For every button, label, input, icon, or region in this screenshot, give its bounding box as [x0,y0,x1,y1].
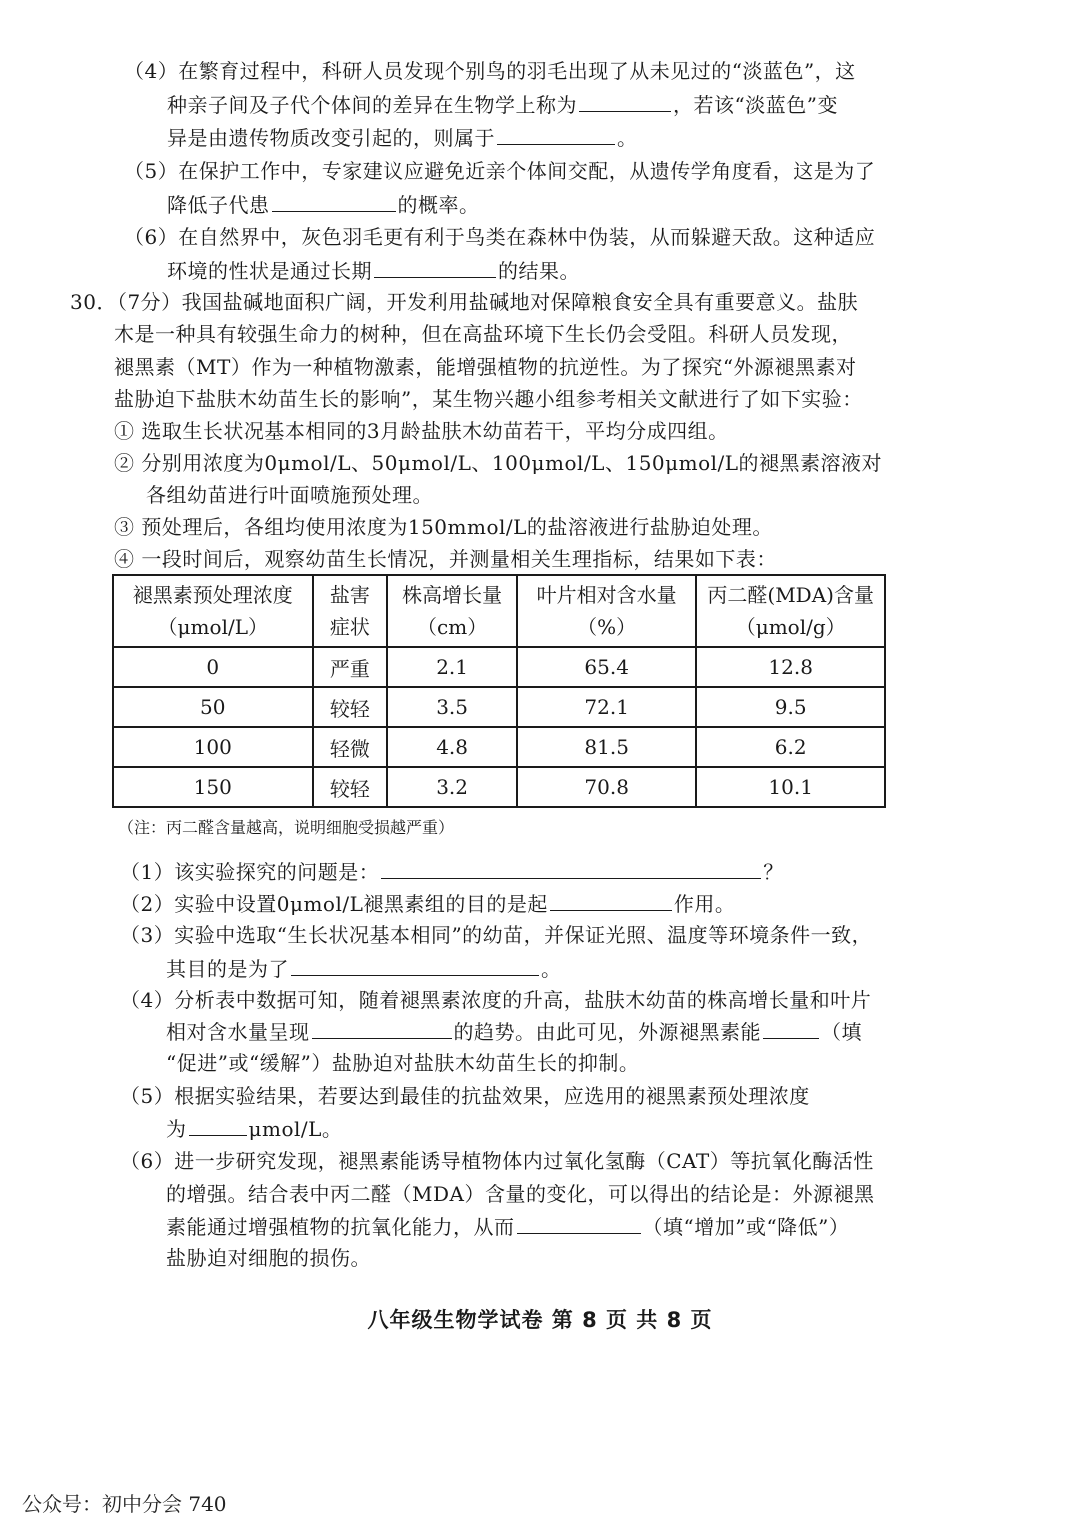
q30-step2-line2: 各组幼苗进行叶面喷施预处理。 [146,483,433,507]
table-cell: 轻微 [313,727,388,767]
q30-sub6-line4: 盐胁迫对细胞的损伤。 [166,1246,371,1270]
q30-intro-line2: 木是一种具有较强生命力的树种，但在高盐环境下生长仍会受阻。科研人员发现， [114,322,852,346]
q30-sub6-line3: 素能通过增强植物的抗氧化能力，从而 （填“增加”或“降低”） [166,1211,849,1242]
q30-step1: ① 选取生长状况基本相同的3月龄盐肤木幼苗若干，平均分成四组。 [114,419,729,443]
q30-sub5-line1: （5）根据实验结果，若要达到最佳的抗盐效果，应选用的褪黑素预处理浓度 [120,1084,810,1108]
table-row [113,687,885,727]
header-salt-symptom: 盐害 症状 [313,575,388,647]
page-footer: 八年级生物学试卷 第 8 页 共 8 页 [367,1308,713,1332]
header-height-growth: 株高增长量 （cm） [387,575,517,647]
answer-blank[interactable] [579,89,671,112]
table-row [113,727,885,767]
q30-intro-line4: 盐胁迫下盐肤木幼苗生长的影响”，某生物兴趣小组参考相关文献进行了如下实验： [114,387,863,411]
table-cell: 50 [113,687,313,727]
table-cell: 100 [113,727,313,767]
table-cell: 12.8 [696,647,885,687]
q30-sub6-line1: （6）进一步研究发现，褪黑素能诱导植物体内过氧化氢酶（CAT）等抗氧化酶活性 [120,1149,874,1173]
q29-part6-line2: 环境的性状是通过长期 的结果。 [167,255,580,286]
q30-step3: ③ 预处理后，各组均使用浓度为150mmol/L的盐溶液进行盐胁迫处理。 [114,515,773,539]
answer-blank[interactable] [517,1211,641,1234]
header-leaf-water: 叶片相对含水量 （%） [517,575,696,647]
answer-blank[interactable] [374,255,496,278]
table-cell: 72.1 [517,687,696,727]
answer-blank[interactable] [550,888,672,911]
answer-blank[interactable] [272,189,396,212]
q30-sub4-line2: 相对含水量呈现 的趋势。由此可见，外源褪黑素能 （填 [166,1016,862,1047]
table-note: （注：丙二醛含量越高，说明细胞受损越严重） [118,818,455,837]
answer-blank[interactable] [497,122,615,145]
q29-part4-line1: （4）在繁育过程中，科研人员发现个别鸟的羽毛出现了从未见过的“淡蓝色”，这 [124,59,856,83]
q29-part5-line2: 降低子代患 的概率。 [167,189,480,220]
results-table [112,574,886,808]
q29-part4-line3: 异是由遗传物质改变引起的，则属于 。 [167,122,638,153]
q30-intro-line3: 褪黑素（MT）作为一种植物激素，能增强植物的抗逆性。为了探究“外源褪黑素对 [114,355,857,379]
q30-sub3-line2: 其目的是为了 。 [166,953,562,984]
header-mda: 丙二醛(MDA)含量 （μmol/g） [696,575,885,647]
table-cell: 81.5 [517,727,696,767]
table-cell: 65.4 [517,647,696,687]
q30-sub4-line1: （4）分析表中数据可知，随着褪黑素浓度的升高，盐肤木幼苗的株高增长量和叶片 [120,988,872,1012]
answer-blank[interactable] [763,1016,819,1039]
table-cell: 3.5 [387,687,517,727]
table-cell: 150 [113,767,313,807]
table-cell: 4.8 [387,727,517,767]
watermark-text: 公众号：初中分会 740 [22,1492,227,1516]
header-mt-concentration: 褪黑素预处理浓度 （μmol/L） [113,575,313,647]
table-row [113,647,885,687]
q30-sub6-line2: 的增强。结合表中丙二醛（MDA）含量的变化，可以得出的结论是：外源褪黑 [166,1182,875,1206]
q30-sub1: （1）该实验探究的问题是： ？ [120,856,784,887]
q30-step2-line1: ② 分别用浓度为0μmol/L、50μmol/L、100μmol/L、150μmol/L的褪黑素溶液对 [114,451,883,475]
q29-part6-line1: （6）在自然界中，灰色羽毛更有利于鸟类在森林中伪装，从而躲避天敌。这种适应 [124,225,876,249]
q30-sub3-line1: （3）实验中选取“生长状况基本相同”的幼苗，并保证光照、温度等环境条件一致， [120,923,873,947]
table-header-row [113,575,885,647]
q30-sub5-line2: 为 μmol/L。 [166,1113,342,1144]
table-cell: 9.5 [696,687,885,727]
table-cell: 6.2 [696,727,885,767]
q30-sub2: （2）实验中设置0μmol/L褪黑素组的目的是起 作用。 [120,888,735,919]
table-row [113,767,885,807]
table-cell: 10.1 [696,767,885,807]
answer-blank[interactable] [312,1016,452,1039]
answer-blank[interactable] [189,1113,247,1136]
table-cell: 3.2 [387,767,517,807]
q30-sub4-line3: “促进”或“缓解”）盐胁迫对盐肤木幼苗生长的抑制。 [166,1051,640,1075]
answer-blank[interactable] [291,953,539,976]
answer-blank[interactable] [381,856,761,879]
table-cell: 2.1 [387,647,517,687]
q30-step4: ④ 一段时间后，观察幼苗生长情况，并测量相关生理指标，结果如下表： [114,547,777,571]
table-cell: 较轻 [313,687,388,727]
table-cell: 较轻 [313,767,388,807]
table-cell: 70.8 [517,767,696,807]
q29-part5-line1: （5）在保护工作中，专家建议应避免近亲个体间交配，从遗传学角度看，这是为了 [124,159,876,183]
table-cell: 0 [113,647,313,687]
table-cell: 严重 [313,647,388,687]
q30-intro-line1: 30．（7分）我国盐碱地面积广阔，开发利用盐碱地对保障粮食安全具有重要意义。盐肤 [70,290,859,314]
q29-part4-line2: 种亲子间及子代个体间的差异在生物学上称为 ，若该“淡蓝色”变 [167,89,838,120]
